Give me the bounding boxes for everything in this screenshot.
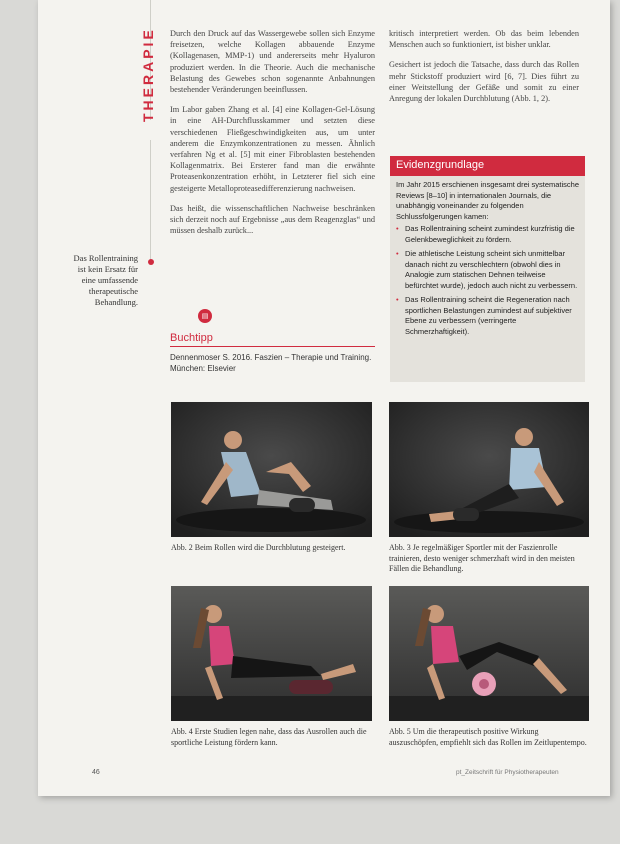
margin-rule [150,140,151,260]
photo-woman-rolling-calves [171,586,372,721]
body-column-2 [389,28,579,113]
book-icon: ▤ [198,309,212,323]
figure-caption: Abb. 5 Um die therapeutisch positive Wirkung auszuschöpfen, empfiehlt sich das Rollen im Zeitlupentempo. [389,727,587,747]
evidence-intro: Im Jahr 2015 erschienen insgesamt drei systematische Reviews [8–10] in internationalen Journals, die unabhängig voneinander zu folgenden Schlussfolgerungen kamen: [396,180,580,221]
bullet-icon: • [396,295,399,304]
margin-note: Das Rollentraining ist kein Ersatz für eine umfassende therapeutische Behandlung. [73,253,138,307]
list-item: • Die athletische Leistung scheint sich unmittelbar danach nicht zu verschlechtern (obwohl dies in Analogie zum statischen Dehnen teilweise befürchtet wurde), jedoch auch nicht zu verbessern. [396,249,578,290]
photo-man-rolling-arm [171,402,372,537]
evidence-box [390,156,585,382]
list-item: • Das Rollentraining scheint zumindest kurzfristig die Gelenkbeweglichkeit zu fördern. [396,224,575,244]
book-tip-title: Buchtipp [170,332,213,344]
photo-man-rolling-leg [389,402,589,537]
section-label: THERAPIE [140,27,156,123]
bullet-icon: • [396,224,399,233]
page-number: 46 [92,769,100,776]
evidence-title: Evidenzgrundlage [390,156,585,176]
bullet-icon: • [396,249,399,258]
paragraph: Im Labor gaben Zhang et al. [4] eine Kollagen-Gel-Lösung in eine AH-Durchflusskammer und setzten diese verschiedenen Fließgeschwindigkeiten aus, um unter anderem die Enzymkonzentrationen zu messen. Ähnlich verfahren Ng et al. [5] mit einer Fibroblasten bestehenden Kollagenmatrix. Bei Ersterer fand man die erwähnte Proteasenkonzentration erhöht, in Letzterer fiel sich eine gesteigerte Metalloproteasedifferenzierung nachweisen. [170,105,375,193]
figure-caption: Abb. 4 Erste Studien legen nahe, dass das Ausrollen auch die sportliche Leistung fördern kann. [171,727,367,747]
figure-caption: Abb. 3 Je regelmäßiger Sportler mit der Faszienrolle trainieren, desto weniger schmerzhaft wird in den meisten Fällen die Behandlung. [389,543,575,573]
list-item: • Das Rollentraining scheint die Regeneration nach sportlichen Belastungen zumindest auf subjektiver Ebene zu verbessern (verringerte Schmerzhaftigkeit). [396,295,572,336]
divider [170,346,375,347]
figure-caption: Abb. 2 Beim Rollen wird die Durchblutung gesteigert. [171,543,346,552]
book-tip-text: Dennenmoser S. 2016. Faszien – Therapie und Training. München: Elsevier [170,353,372,373]
journal-name: pt_Zeitschrift für Physiotherapeuten [456,769,559,776]
paragraph: Das heißt, die wissenschaftlichen Nachweise beschränken sich derzeit noch auf Ergebnisse „aus dem Reagenzglas“ und müssen deshalb zurück... [170,203,375,236]
margin-note-marker [148,259,154,265]
paragraph: Durch den Druck auf das Wassergewebe sollen sich Enzyme freisetzen, welche Kollagen abbauende Enzyme (Kollagenasen, MMP-1) und andererseits mehr Hyaluron produziert werden. In die Theorie. Auch die mechanische Belastung des Gewebes schon sogenannte Anbahnungen bestehender Veränderungen beeinflussen. [170,29,375,95]
evidence-list [390,224,585,337]
body-column-1 [170,28,375,245]
paragraph: kritisch interpretiert werden. Ob das beim lebenden Menschen auch so funktioniert, ist bisher unklar. [389,29,579,50]
photo-woman-rolling-thigh [389,586,589,721]
paragraph: Gesichert ist jedoch die Tatsache, dass durch das Rollen mehr Stickstoff produziert wird [6, 7]. Dies führt zu einer Weitstellung der Gefäße und somit zu einer Anregung der lokalen Durchblutung (Abb. 1, 2). [389,60,579,104]
